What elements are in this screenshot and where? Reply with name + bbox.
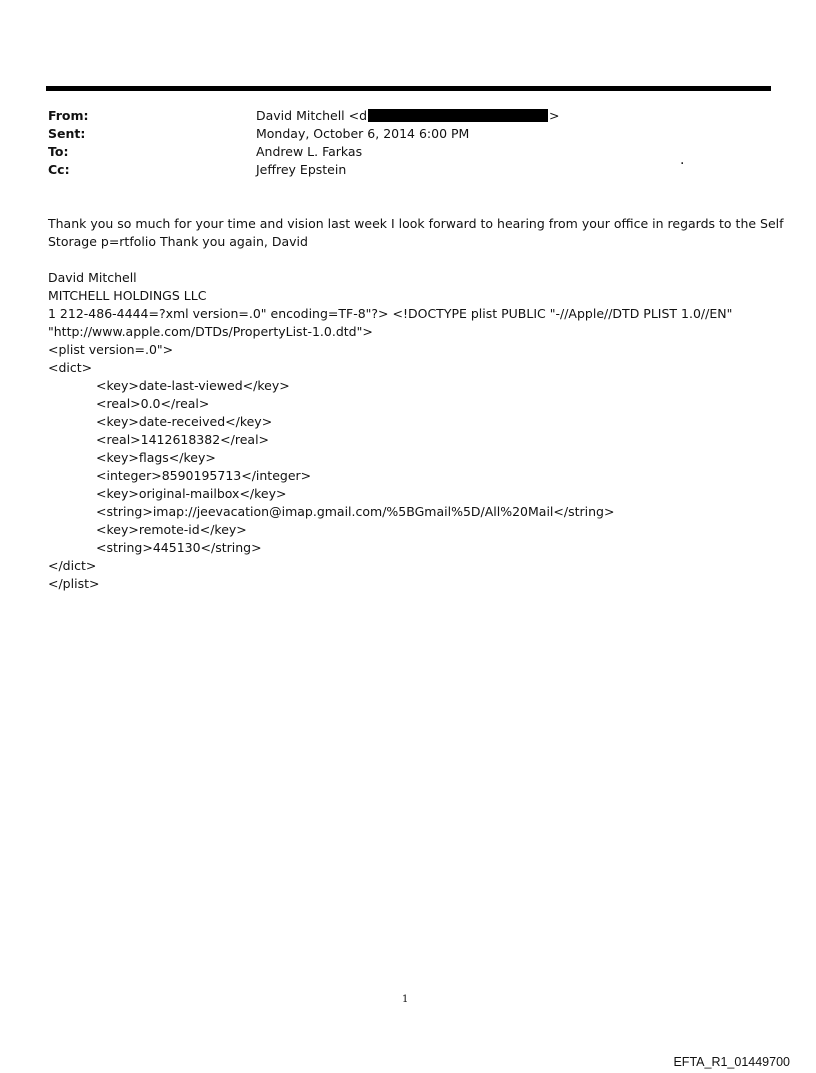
plist-open: <plist version=.0">: [48, 342, 174, 357]
from-value: [256, 107, 560, 125]
from-row: [48, 107, 560, 125]
dict-line: <integer>8590195713</integer>: [96, 468, 312, 483]
dict-line: <real>1412618382</real>: [96, 432, 270, 447]
plist-line-1: 1 212-486-4444=?xml version=.0" encoding=TF-8"?> <!DOCTYPE plist PUBLIC "-//Apple//DTD PLIST 1.0//EN": [48, 306, 733, 321]
dict-open: <dict>: [48, 360, 93, 375]
signature-company: MITCHELL HOLDINGS LLC: [48, 288, 207, 303]
dict-line: <real>0.0</real>: [96, 396, 210, 411]
dict-close: </dict>: [48, 558, 97, 573]
from-email-partial: d: [359, 108, 368, 123]
dict-line: <key>date-received</key>: [96, 414, 273, 429]
cc-label: Cc:: [48, 162, 70, 177]
cc-value: Jeffrey Epstein: [256, 162, 347, 177]
sent-value: Monday, October 6, 2014 6:00 PM: [256, 126, 470, 141]
to-value: Andrew L. Farkas: [256, 144, 363, 159]
dict-line: <key>original-mailbox</key>: [96, 486, 287, 501]
plist-line-2: "http://www.apple.com/DTDs/PropertyList-1.0.dtd">: [48, 324, 373, 339]
dict-line: <key>date-last-viewed</key>: [96, 378, 290, 393]
header-rule: [46, 86, 771, 91]
body-line-2: Storage p=rtfolio Thank you again, David: [48, 234, 308, 249]
dict-line: <key>remote-id</key>: [96, 522, 247, 537]
document-id: EFTA_R1_01449700: [673, 1055, 790, 1069]
sent-label: Sent:: [48, 126, 86, 141]
signature-name: David Mitchell: [48, 270, 137, 285]
dict-line: <key>flags</key>: [96, 450, 216, 465]
to-row: [48, 143, 363, 161]
from-email-end: >: [549, 108, 560, 123]
to-label: To:: [48, 144, 69, 159]
page-number: 1: [402, 994, 409, 1005]
plist-close: </plist>: [48, 576, 100, 591]
from-label: From:: [48, 108, 89, 123]
stray-mark: .: [680, 152, 685, 168]
cc-row: [48, 161, 347, 179]
sent-row: [48, 125, 470, 143]
dict-line: <string>imap://jeevacation@imap.gmail.com/%5BGmail%5D/All%20Mail</string>: [96, 504, 615, 519]
dict-line: <string>445130</string>: [96, 540, 262, 555]
body-line-1: Thank you so much for your time and vision last week I look forward to hearing from your office in regards to the Self: [48, 216, 784, 231]
redaction-box: [368, 109, 548, 122]
from-name: David Mitchell <: [256, 108, 360, 123]
